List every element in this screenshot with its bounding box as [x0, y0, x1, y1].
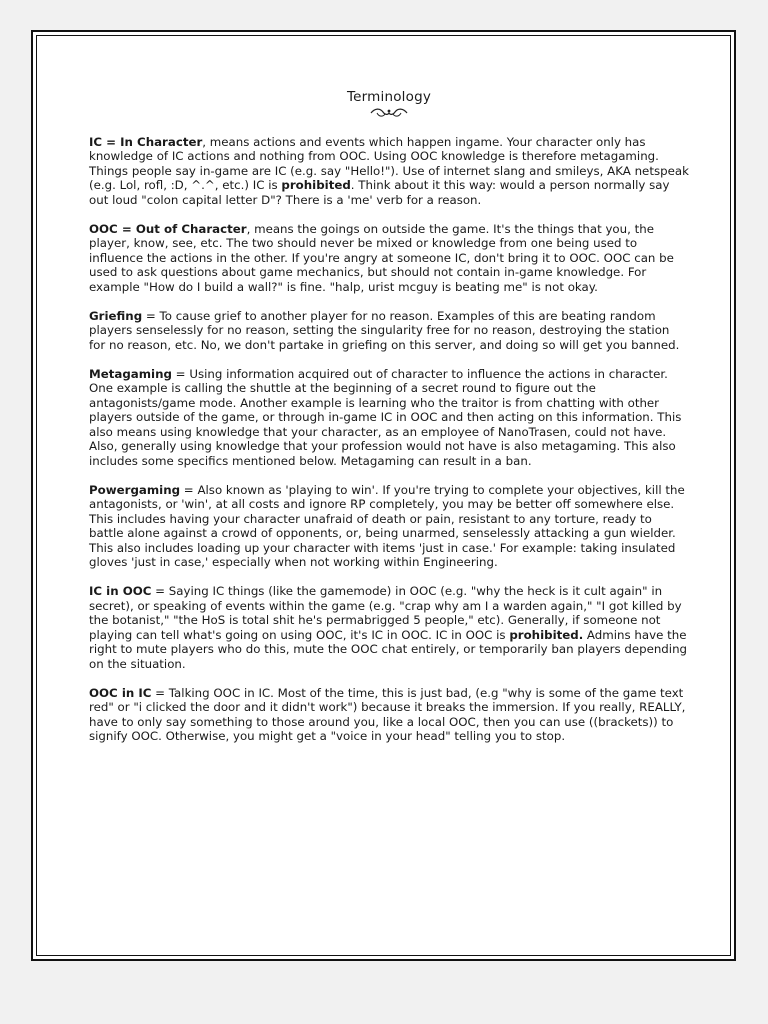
paragraph-ooc-in-ic	[89, 686, 689, 744]
paragraph-metagaming	[89, 367, 689, 469]
paragraph-text: , means the goings on outside the game. It's the things that you, the player, know, see, etc. The two should never be mixed or knowledge from one being used to influence the actions in the other. If you're angry at someone IC, don't bring it to OOC. OOC can be used to ask questions about game mechanics, but should not contain in-game knowledge. For example "How do I build a wall?" is fine. "halp, urist mcguy is beating me" is not okay.	[89, 221, 674, 294]
paragraph-text: = Using information acquired out of character to influence the actions in character. One example is calling the shuttle at the beginning of a secret round to figure out the antagonists/game mode. Another example is learning who the traitor is from chatting with other players outside of the game, or through in-game IC in OOC and then acting on this information. This also means using knowledge that your character, as an employee of NanoTrasen, could not have. Also, generally using knowledge that your profession would not have is also metagaming. This also includes some specifics mentioned below. Metagaming can result in a ban.	[89, 366, 682, 468]
document-content	[89, 90, 689, 758]
paragraph-powergaming	[89, 483, 689, 570]
term-ic: IC = In Character	[89, 134, 203, 149]
paragraph-ic-in-ooc	[89, 584, 689, 671]
term-ooc-in-ic: OOC in IC	[89, 685, 152, 700]
bold-prohibited: prohibited.	[509, 627, 584, 642]
paragraph-text: = Saying IC things (like the gamemode) in OOC (e.g. "why the heck is it cult again" in secret), or speaking of events within the game (e.g. "crap why am I a warden again," "I got killed by the botanist," "the HoS is total shit he's permabrigged 5 people," etc). Generally, if someone not playing can tell what's going on using OOC, it's IC in OOC. IC in OOC is	[89, 584, 682, 642]
page-title: Terminology	[346, 89, 432, 105]
paragraph-text: = Talking OOC in IC. Most of the time, this is just bad, (e.g "why is some of the game text red" or "i clicked the door and it didn't work") because it breaks the immersion. If you really, REALLY, have to only say something to those around you, like a local OOC, then you can use ((brackets)) to signify OOC. Otherwise, you might get a "voice in your head" telling you to stop.	[89, 685, 686, 743]
term-metagaming: Metagaming	[89, 366, 172, 381]
paragraph-text: = Also known as 'playing to win'. If you're trying to complete your objectives, kill the antagonists, or 'win', at all costs and ignore RP completely, you may be better off somewhere else. This includes having your character unafraid of death or pain, resistant to any torture, ready to battle alone against a crowd of opponents, or, being unarmed, senselessly attacking a gun wielder. This also includes loading up your character with items 'just in case.' For example: taking insulated gloves 'just in case,' especially when not working within Engineering.	[89, 482, 685, 569]
bold-prohibited: prohibited	[281, 178, 351, 192]
paragraph-text: , means actions and events which happen ingame. Your character only has knowledge of IC actions and nothing from OOC. Using OOC knowledge is therefore metagaming. Things people say in-game are IC (e.g. say "Hello!"). Use of internet slang and smileys, AKA netspeak (e.g. Lol, rofl, :D, ^.^, etc.) IC is	[89, 134, 689, 192]
paragraph-ooc	[89, 222, 689, 295]
term-ooc: OOC = Out of Character	[89, 221, 247, 236]
paragraph-text: . Think about it this way: would a person normally say out loud "colon capital letter D"? There is a 'me' verb for a reason.	[89, 178, 670, 207]
flourish-ornament-icon	[89, 107, 689, 121]
term-ic-in-ooc: IC in OOC	[89, 584, 152, 598]
paragraph-text: Admins have the right to mute players who do this, mute the OOC chat entirely, or temporarily ban players depending on the situation.	[89, 627, 688, 671]
document-page	[31, 30, 736, 961]
term-griefing: Griefing	[89, 308, 143, 323]
paragraph-griefing	[89, 309, 689, 353]
paragraph-ic	[89, 135, 689, 208]
paragraph-text: = To cause grief to another player for no reason. Examples of this are beating random players senselessly for no reason, setting the singularity free for no reason, destroying the station for no reason, etc. No, we don't partake in griefing on this server, and doing so will get you banned.	[89, 308, 680, 352]
term-powergaming: Powergaming	[89, 482, 181, 497]
